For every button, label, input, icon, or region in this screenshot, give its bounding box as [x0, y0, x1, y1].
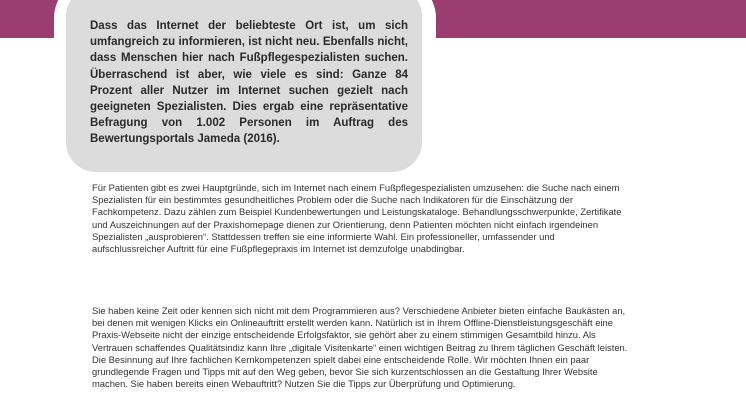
body-paragraph-1: [92, 182, 628, 255]
callout-text: Dass das Internet der beliebteste Ort ist, um sich umfangreich zu informieren, ist nicht neu. Ebenfalls nicht, dass Menschen hier nach Fußpflegespezialisten suchen. Überraschend ist aber, wie viele es sind: Ganze 84 Prozent aller Nutzer im Internet suchen gezielt nach geeigneten Spezialisten. Dies ergab eine repräsentative Befragung von 1.002 Personen im Auftrag des Bewertungsportals Jameda (2016).: [90, 20, 408, 146]
paragraph-text: Sie haben keine Zeit oder kennen sich nicht mit dem Programmieren aus? Verschiedene Anbieter bieten einfache Baukästen an, bei denen mit wenigen Klicks ein Onlineauftritt erstellt werden kann. Natürlich ist in Ihrem Offline-Dienstleistungsgeschäft eine Praxis-Webseite nicht der einzige entscheidende Erfolgsfaktor, sie gehört aber zu einem stimmigen Gesamtbild hinzu. Als Vertrauen schaffendes Qualitätsindiz kann Ihre „digitale Visitenkarte“ einen wichtigen Beitrag zu Ihrem täglichen Geschäft leisten. Die Besinnung auf Ihre fachlichen Kernkompetenzen spielt dabei eine entscheidende Rolle. Wir möchten Ihnen ein paar grundlegende Fragen und Tipps mit auf den Weg geben, bevor Sie sich kurzentschlossen an die Gestaltung Ihrer Website machen. Sie haben bereits einen Webauftritt? Nutzen Sie die Tipps zur Überprüfung und Optimierung.: [92, 305, 628, 390]
paragraph-text: Für Patienten gibt es zwei Hauptgründe, sich im Internet nach einem Fußpflegespezialisten umzusehen: die Suche nach einem Spezialisten für ein bestimmtes gesundheitliches Problem oder die Suche nach Indikatoren für die Einschätzung der Fachkompetenz. Dazu zählen zum Beispiel Kundenbewertungen und Leistungskataloge. Behandlungsschwerpunkte, Zertifikate und Auszeichnungen auf der Praxishomepage dienen zur Orientierung, denn Patienten möchten nicht einfach irgendeinen Spezialisten „ausprobieren“. Stattdessen treffen sie eine informierte Wahl. Ein professioneller, umfassender und aufschlussreicher Auftritt für eine Fußpflegepraxis im Internet ist demzufolge unabdingbar.: [92, 182, 622, 255]
body-paragraph-2: [92, 305, 628, 390]
callout-box: [66, 0, 422, 172]
